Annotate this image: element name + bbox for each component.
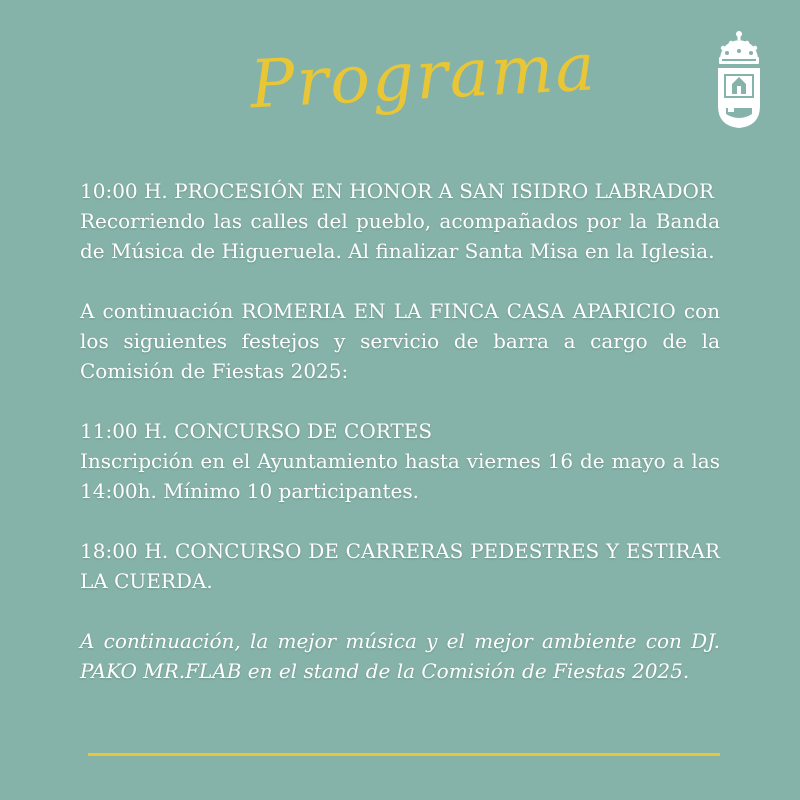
schedule-text: A continuación, la mejor música y el mejor ambiente con DJ. PAKO MR.FLAB en el stand de la Comisión de Fiestas 2025. xyxy=(80,629,720,683)
bottom-divider xyxy=(88,753,720,756)
schedule-heading: 10:00 H. PROCESIÓN EN HONOR A SAN ISIDRO LABRADOR xyxy=(80,179,714,203)
schedule-item xyxy=(80,536,720,596)
schedule-item xyxy=(80,626,720,686)
schedule-text: Inscripción en el Ayuntamiento hasta viernes 16 de mayo a las 14:00h. Mínimo 10 participantes. xyxy=(80,449,720,503)
schedule-item xyxy=(80,416,720,506)
schedule-item xyxy=(80,176,720,266)
page-title: Programa xyxy=(248,28,599,124)
schedule-text: A continuación ROMERIA EN LA FINCA CASA APARICIO con los siguientes festejos y servicio de barra a cargo de la Comisión de Fiestas 2025: xyxy=(80,299,720,383)
schedule-heading: 18:00 H. CONCURSO DE CARRERAS PEDESTRES Y ESTIRAR LA CUERDA. xyxy=(80,539,720,593)
schedule-text: Recorriendo las calles del pueblo, acompañados por la Banda de Música de Higueruela. Al finalizar Santa Misa en la Iglesia. xyxy=(80,209,720,263)
schedule-content xyxy=(80,176,720,716)
schedule-item xyxy=(80,296,720,386)
town-coat-of-arms-icon xyxy=(714,28,764,130)
programa-title xyxy=(248,10,599,170)
schedule-heading: 11:00 H. CONCURSO DE CORTES xyxy=(80,419,433,443)
